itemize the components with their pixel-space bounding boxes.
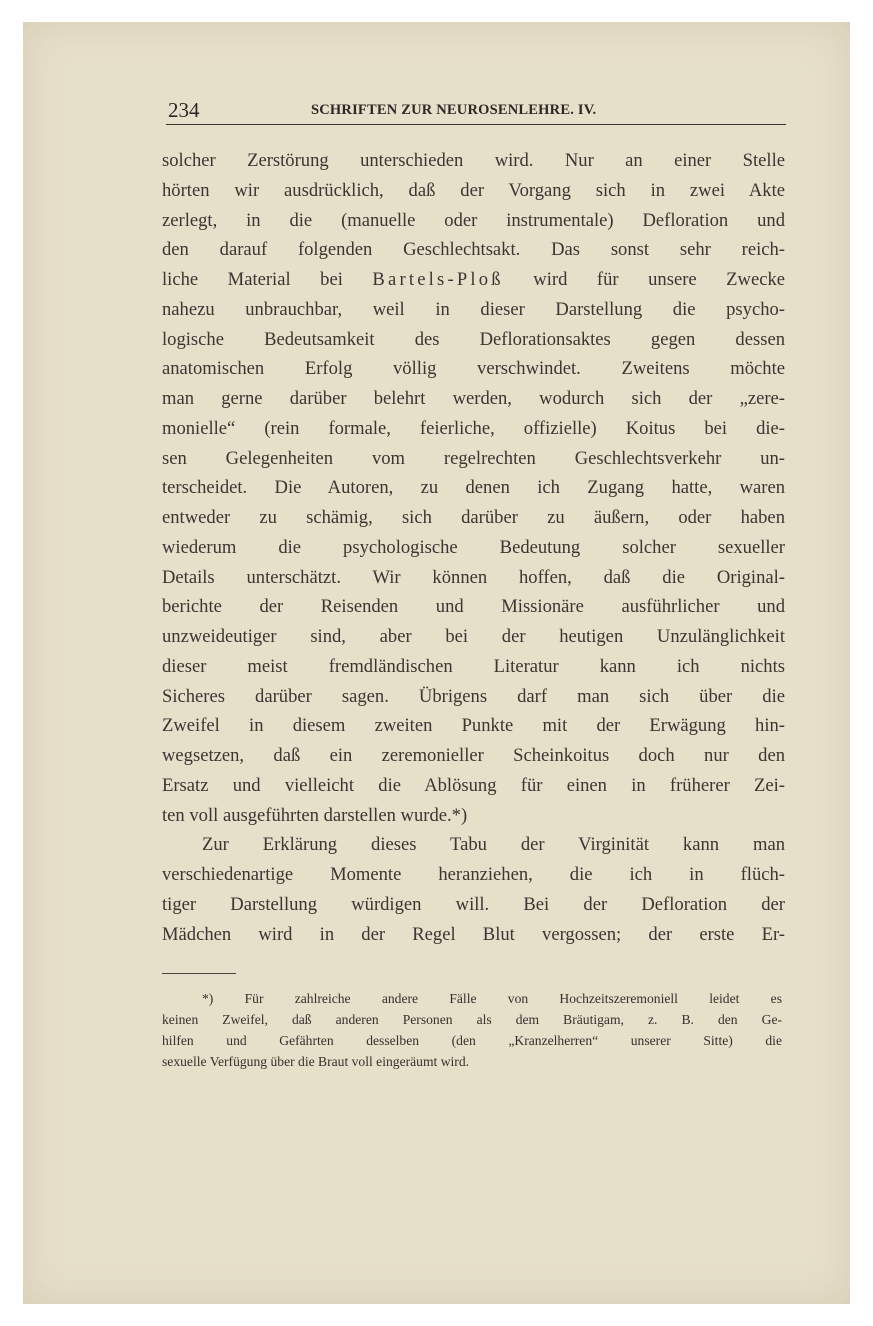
text-line: hörten wir ausdrücklich, daß der Vorgang sich in zwei Akte: [162, 179, 785, 201]
text-segment: wird für unsere Zwecke: [503, 269, 785, 290]
text-line: berichte der Reisenden und Missionäre ausführlicher und: [162, 596, 785, 618]
text-line: monielle“ (rein formale, feierliche, offizielle) Koitus bei die-: [162, 417, 785, 439]
page-header: [166, 96, 786, 125]
text-line: dieser meist fremdländischen Literatur kann ich nichts: [162, 655, 785, 677]
footnote-line: *) Für zahlreiche andere Fälle von Hochzeitszeremoniell leidet es: [202, 991, 782, 1006]
footnote-divider: [162, 973, 236, 974]
text-line: Ersatz und vielleicht die Ablösung für einen in früherer Zei-: [162, 774, 785, 796]
footnote-line: keinen Zweifel, daß anderen Personen als dem Bräutigam, z. B. den Ge-: [162, 1012, 782, 1027]
text-line: wegsetzen, daß ein zeremonieller Scheinkoitus doch nur den: [162, 745, 785, 766]
text-line: sen Gelegenheiten vom regelrechten Geschlechtsverkehr un-: [162, 447, 785, 469]
body-text: [162, 146, 785, 949]
text-line: Details unterschätzt. Wir können hoffen, daß die Original-: [162, 566, 785, 588]
text-line: anatomischen Erfolg völlig verschwindet. Zweitens möchte: [162, 358, 785, 380]
text-line: entweder zu schämig, sich darüber zu äußern, oder haben: [162, 507, 785, 528]
text-line: [162, 265, 785, 295]
text-line: Mädchen wird in der Regel Blut vergossen; der erste Er-: [162, 923, 785, 945]
footnote-line: hilfen und Gefährten desselben (den „Kranzelherren“ unserer Sitte) die: [162, 1033, 782, 1048]
text-line: zerlegt, in die (manuelle oder instrumentale) Defloration und: [162, 209, 785, 231]
text-line: Sicheres darüber sagen. Übrigens darf man sich über die: [162, 685, 785, 707]
text-line: unzweideutiger sind, aber bei der heutigen Unzulänglichkeit: [162, 626, 785, 647]
text-line: wiederum die psychologische Bedeutung solcher sexueller: [162, 536, 785, 558]
footnote-line: sexuelle Verfügung über die Braut voll eingeräumt wird.: [162, 1054, 470, 1069]
running-title: SCHRIFTEN ZUR NEUROSENLEHRE. IV.: [311, 102, 597, 118]
text-line: logische Bedeutsamkeit des Deflorationsaktes gegen dessen: [162, 328, 785, 350]
text-line: tiger Darstellung würdigen will. Bei der Defloration der: [162, 893, 785, 915]
text-segment: liche Material bei: [162, 269, 373, 290]
author-name: Bartels-Ploß: [372, 269, 504, 290]
footnote: [162, 988, 782, 1072]
text-line: nahezu unbrauchbar, weil in dieser Darstellung die psycho-: [162, 298, 785, 320]
page-number: 234: [168, 98, 200, 122]
text-line: ten voll ausgeführten darstellen wurde.*): [162, 804, 468, 826]
text-line: terscheidet. Die Autoren, zu denen ich Zugang hatte, waren: [162, 477, 785, 499]
text-line: Zweifel in diesem zweiten Punkte mit der Erwägung hin-: [162, 715, 785, 737]
text-line: den darauf folgenden Geschlechtsakt. Das sonst sehr reich-: [162, 239, 785, 261]
text-line: man gerne darüber belehrt werden, wodurch sich der „zere-: [162, 388, 785, 409]
text-line: verschiedenartige Momente heranziehen, die ich in flüch-: [162, 864, 785, 885]
text-line: Zur Erklärung dieses Tabu der Virginität kann man: [202, 834, 785, 856]
text-line: solcher Zerstörung unterschieden wird. Nur an einer Stelle: [162, 150, 785, 171]
